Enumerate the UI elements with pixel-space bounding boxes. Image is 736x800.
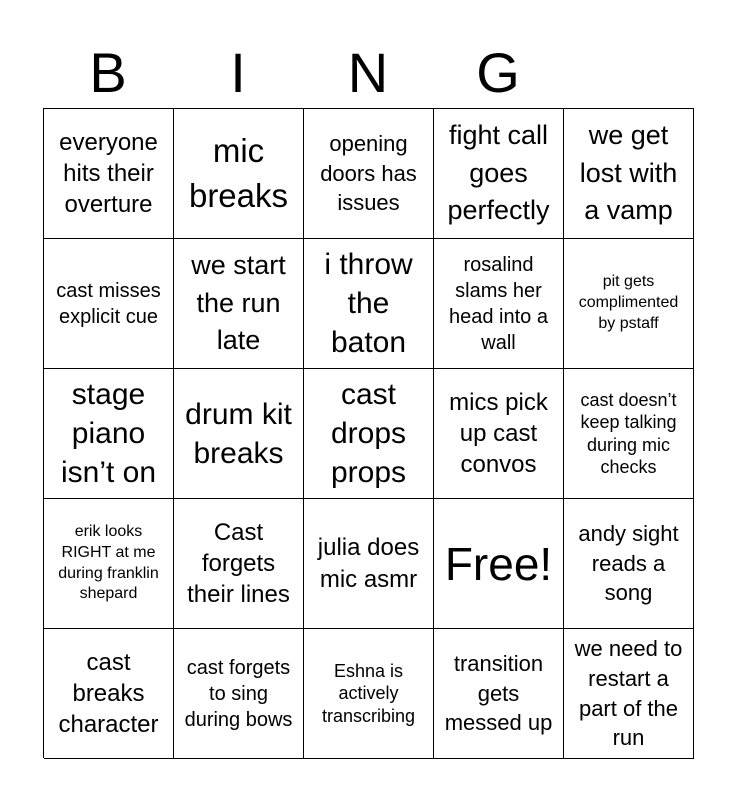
cell-text: we need to restart a part of the run	[574, 636, 683, 751]
cell-text: mics pick up cast convos	[449, 388, 548, 479]
bingo-cell[interactable]	[174, 629, 304, 759]
bingo-cell[interactable]	[304, 109, 434, 239]
cell-text: we get lost with a vamp	[579, 119, 678, 226]
cell-text: cast misses explicit cue	[56, 279, 161, 328]
header-letter-i: I	[230, 41, 246, 104]
cell-text: everyone hits their overture	[59, 128, 158, 219]
bingo-cell[interactable]	[434, 369, 564, 499]
cell-text: fight call goes perfectly	[447, 119, 550, 226]
bingo-cell[interactable]	[44, 629, 174, 759]
cell-text: cast forgets to sing during bows	[184, 656, 293, 731]
bingo-cell[interactable]	[434, 629, 564, 759]
bingo-header	[43, 38, 693, 108]
cell-text: mic breaks	[188, 131, 289, 214]
bingo-cell[interactable]	[44, 109, 174, 239]
cell-text: pit gets complimented by pstaff	[578, 273, 679, 332]
bingo-cell[interactable]	[434, 109, 564, 239]
cell-text: cast doesn’t keep talking during mic checks	[580, 389, 677, 477]
bingo-cell[interactable]	[44, 369, 174, 499]
header-letter-n: N	[347, 41, 389, 104]
free-space-label: Free!	[444, 537, 553, 590]
bingo-cell[interactable]	[44, 239, 174, 369]
bingo-cell[interactable]	[564, 499, 694, 629]
cell-text: drum kit breaks	[185, 397, 292, 470]
cell-text: i throw the baton	[324, 248, 413, 359]
cell-text: transition gets messed up	[444, 650, 553, 736]
cell-text: cast drops props	[330, 378, 407, 489]
bingo-board	[43, 108, 694, 758]
cell-text: Cast forgets their lines	[187, 518, 290, 609]
cell-text: stage piano isn’t on	[60, 378, 157, 489]
cell-text: we start the run late	[191, 249, 286, 356]
header-letter-b: B	[89, 41, 127, 104]
bingo-cell[interactable]	[174, 109, 304, 239]
cell-text: erik looks RIGHT at me during franklin shepard	[58, 522, 159, 603]
bingo-cell[interactable]	[434, 239, 564, 369]
bingo-cell[interactable]	[304, 239, 434, 369]
cell-text: opening doors has issues	[320, 130, 417, 216]
bingo-cell[interactable]	[564, 109, 694, 239]
cell-text: rosalind slams her head into a wall	[449, 253, 548, 354]
cell-text: andy sight reads a song	[578, 520, 679, 606]
cell-text: julia does mic asmr	[317, 534, 420, 593]
cell-text: Eshna is actively transcribing	[321, 660, 416, 726]
bingo-cell[interactable]	[304, 629, 434, 759]
bingo-cell[interactable]	[304, 369, 434, 499]
bingo-cell[interactable]	[304, 499, 434, 629]
cell-text: cast breaks character	[58, 648, 159, 739]
header-letter-g: G	[476, 41, 520, 104]
bingo-cell[interactable]	[564, 369, 694, 499]
bingo-cell[interactable]	[564, 239, 694, 369]
bingo-cell[interactable]	[174, 369, 304, 499]
free-space[interactable]	[434, 499, 564, 629]
header-letter-o	[563, 38, 693, 108]
bingo-cell[interactable]	[174, 239, 304, 369]
bingo-cell[interactable]	[44, 499, 174, 629]
bingo-cell[interactable]	[174, 499, 304, 629]
bingo-cell[interactable]	[564, 629, 694, 759]
